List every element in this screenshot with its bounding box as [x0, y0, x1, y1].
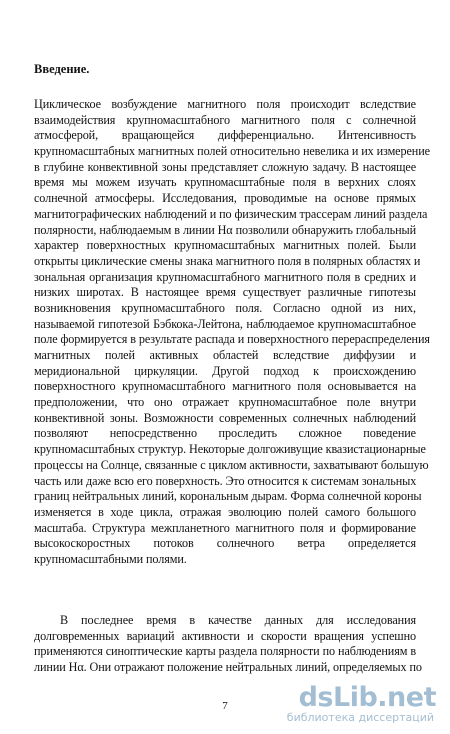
text-line: низких широтах. В настоящее время существует различные гипотезы [34, 285, 416, 300]
text-line: магнитных полей активных областей вследствие диффузии и [34, 348, 416, 362]
text-line: меридиональной циркуляции. Другой подход к происхождению [34, 363, 416, 378]
text-line: время мы можем изучать крупномасштабные поля в верхних слоях [34, 175, 416, 190]
text-line: применяются синоптические карты раздела полярности по наблюдениям в [34, 644, 416, 659]
text-line: крупномасштабных магнитных полей относительно невелика и их измерение [34, 144, 430, 159]
text-line: крупномасштабных структур. Некоторые долгоживущие квазистационарные [34, 442, 426, 457]
text-line: линии Hα. Они отражают положение нейтральных линий, определяемых по [34, 660, 422, 675]
text-line: крупномасштабными полями. [34, 551, 187, 566]
paragraph-1 [34, 97, 430, 568]
text-line: конвективной зоны. Возможности современных солнечных наблюдений [34, 410, 416, 425]
text-line: процессы на Солнце, связанные с циклом активности, захватывают большую [34, 457, 429, 472]
page-number: 7 [222, 700, 228, 712]
text-line: солнечной атмосферы. Исследования, проводимые на основе прямых [34, 191, 416, 206]
text-line: поверхностного крупномасштабного магнитного поля основывается на [34, 379, 416, 394]
text-line: изменяется в ходе цикла, отражая эволюцию полей самого большого [34, 504, 416, 519]
paragraph-2 [34, 613, 422, 676]
text-line: в глубине конвективной зоны представляет сложную задачу. В настоящее [34, 159, 416, 174]
text-line: взаимодействия крупномасштабного магнитного поля с солнечной [34, 112, 416, 127]
text-line: зональная организация крупномасштабного магнитного поля в средних и [34, 269, 416, 284]
text-line: позволяют непосредственно проследить сложное поведение [34, 426, 416, 441]
text-line: высокоскоростных потоков солнечного ветра определяется [34, 536, 416, 551]
text-line: часть или даже всю его поверхность. Это относится к системам зональных [34, 473, 417, 488]
text-line: поле формируется в результате распада и поверхностного перераспределения [34, 332, 430, 347]
text-line: характер поверхностных крупномасштабных магнитных полей. Были [34, 238, 416, 253]
text-line: называемой гипотезой Бэбкока-Лейтона, наблюдаемое крупномасштабное [34, 316, 416, 331]
watermark [246, 684, 436, 724]
text-line: долговременных вариаций активности и скорости вращения успешно [34, 628, 416, 643]
text-line: предположении, что оно отражает крупномасштабное поле внутри [34, 395, 416, 410]
text-line: масштаба. Структура межпланетного магнитного поля и формирование [34, 520, 416, 535]
text-line: границ нейтральных линий, корональным дырам. Форма солнечной короны [34, 489, 422, 504]
text-line: Циклическое возбуждение магнитного поля происходит вследствие [34, 97, 416, 111]
text-line: атмосферой, вращающейся дифференциально. Интенсивность [34, 128, 416, 143]
text-line: полярности, наблюдаемым в линии Hα позволили обнаружить глобальный [34, 222, 416, 237]
watermark-logo: dsLib.net [298, 682, 436, 713]
text-line: возникновения крупномасштабного поля. Согласно одной из них, [34, 300, 416, 315]
section-heading: Введение. [34, 62, 90, 76]
text-line: открыты циклические смены знака магнитного поля в полярных областях и [34, 253, 421, 268]
watermark-subtitle: библиотека диссертаций [286, 711, 434, 724]
text-line: магнитографических наблюдений и по физическим трассерам линий раздела [34, 206, 428, 221]
text-line: В последнее время в качестве данных для исследования [60, 613, 416, 627]
